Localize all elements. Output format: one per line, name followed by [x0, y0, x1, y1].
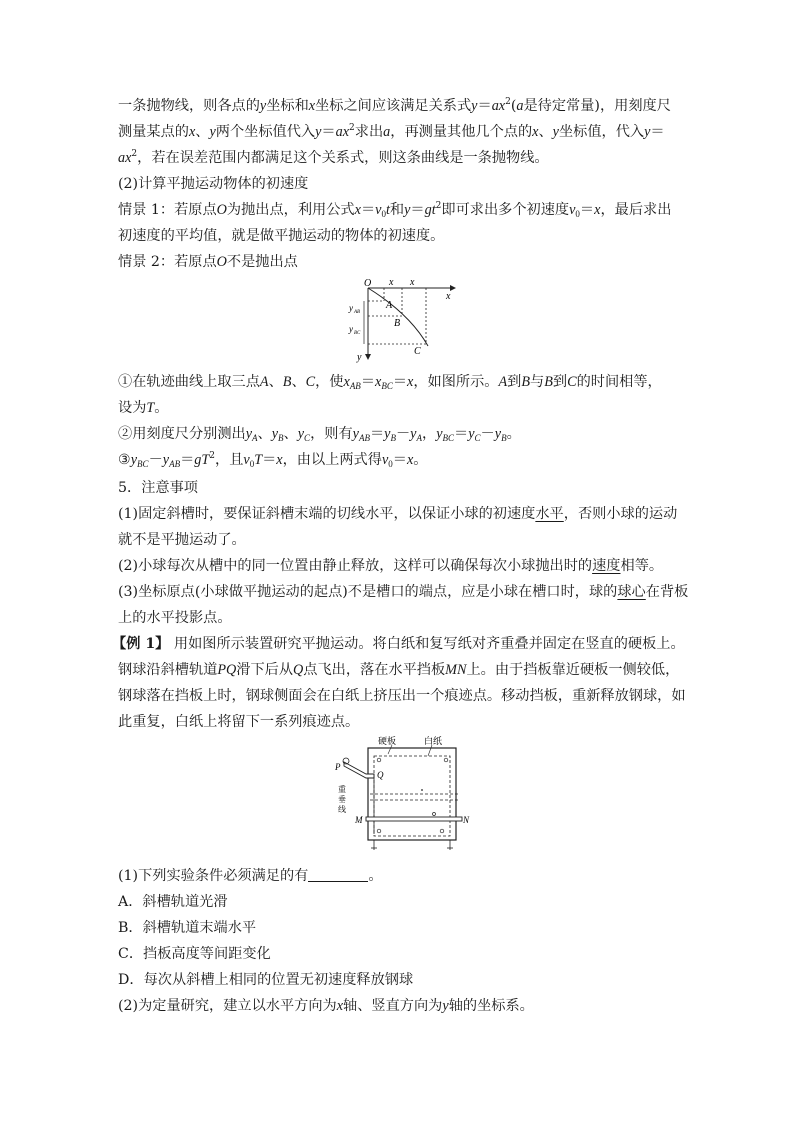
var: Q [293, 662, 304, 678]
var: ax [491, 98, 506, 114]
text: ＝ [579, 202, 595, 218]
text: ，若在误差范围内都满足这个关系式，则这条曲线是一条抛物线。 [137, 150, 549, 166]
text: 。 [154, 400, 169, 416]
m-label: M [355, 815, 363, 825]
text: ，由以上两式得 [282, 452, 382, 468]
subscript: AB [169, 459, 181, 469]
text: 。 [506, 426, 521, 442]
subscript: 0 [388, 459, 393, 469]
var: y [245, 426, 253, 442]
text: ， [421, 426, 437, 442]
paragraph-line: 此重复，白纸上将留下一系列痕迹点。 [118, 714, 360, 730]
var: C [305, 374, 316, 390]
text: (1)固定斜槽时，要保证斜槽末端的切线水平，以保证小球的初速度 [118, 506, 536, 522]
paragraph-line [118, 424, 521, 444]
var: y [297, 426, 305, 442]
y-axis-arrow [365, 354, 371, 360]
point-b-label: B [394, 318, 401, 329]
var: y [552, 124, 559, 140]
var: v [243, 452, 250, 468]
origin-label: O [364, 278, 372, 289]
paragraph-line: 初速度的平均值，就是做平抛运动的物体的初速度。 [118, 228, 445, 244]
text: 设为 [118, 400, 147, 416]
var: y [384, 426, 391, 442]
text: 坐标值，代入 [558, 124, 645, 140]
subscript: B [390, 433, 396, 443]
var: t [385, 202, 390, 218]
var: ax [335, 124, 350, 140]
var: A [259, 374, 269, 390]
var: x [336, 998, 344, 1014]
subscript: C [304, 433, 311, 443]
paragraph-line [118, 660, 679, 680]
var: C [567, 374, 577, 390]
example-tag: 【例 1】 [112, 636, 170, 652]
text: (3)坐标原点(小球做平抛运动的起点)不是槽口的端点，应是小球在槽口时，球的 [118, 584, 618, 600]
answer-blank[interactable] [308, 867, 368, 882]
text: ＝ [454, 426, 469, 442]
text: (1)下列实验条件必须满足的有 [118, 868, 309, 884]
underlined-keyword: 速度 [592, 558, 621, 574]
paragraph-line [118, 582, 688, 602]
plumb-label-2: 垂 [338, 795, 346, 804]
text: ，使 [315, 374, 344, 390]
option-a[interactable]: A．斜槽轨道光滑 [118, 894, 228, 910]
whitepaper-label: 白纸 [424, 736, 443, 746]
text: ，则有 [310, 426, 353, 442]
text: ＝ [650, 124, 665, 140]
text: 相等。 [620, 558, 664, 574]
y-axis-label: y [357, 352, 362, 363]
var: x [308, 98, 316, 114]
var: y [442, 998, 449, 1014]
var: PQ [217, 662, 237, 678]
text: ＝ [321, 124, 336, 140]
paragraph-line [118, 372, 662, 392]
text: 坐标和 [266, 98, 309, 114]
text: ＝ [410, 202, 425, 218]
text: 、 [538, 124, 553, 140]
var: y [209, 124, 216, 140]
n-label: N [463, 815, 470, 825]
paragraph-line [112, 634, 685, 654]
text: 求出 [354, 124, 384, 140]
yab-label: y [349, 303, 353, 313]
text: ＝ [360, 374, 376, 390]
text: ＝ [180, 452, 195, 468]
question-line [118, 996, 534, 1016]
text: 不是抛出点 [226, 254, 298, 270]
paragraph-line: 钢球落在挡板上时，钢球侧面会在白纸上挤压出一个痕迹点。移动挡板，重新释放钢球，如 [118, 688, 686, 704]
pin-top-right [444, 758, 448, 762]
text: 、 [268, 374, 283, 390]
text: 和 [389, 202, 405, 218]
plumb-label-3: 线 [338, 805, 346, 814]
section-heading: 5．注意事项 [118, 480, 198, 496]
var: T [146, 400, 155, 416]
paragraph-line [118, 504, 677, 524]
text: 钢球沿斜槽轨道 [118, 662, 218, 678]
var: x [532, 124, 539, 140]
subscript: C [474, 433, 481, 443]
subscript: BC [442, 433, 455, 443]
text: ①在轨迹曲线上取三点 [118, 374, 260, 390]
text: 是待定常量)，用刻度尺 [523, 98, 671, 114]
var: x [407, 374, 414, 390]
x1-label: x [389, 277, 394, 288]
chute-track [344, 762, 374, 778]
var: x [406, 452, 414, 468]
underlined-keyword: 水平 [535, 506, 564, 522]
pin-bottom-left [377, 829, 381, 833]
text: ＝ [369, 426, 385, 442]
text: － [480, 426, 495, 442]
var: O [216, 254, 227, 270]
text: ＝ [262, 452, 277, 468]
var: y [471, 98, 478, 114]
text: ＝ [477, 98, 492, 114]
whitepaper-leader [428, 745, 432, 756]
paragraph-line [118, 450, 427, 470]
q-label: Q [377, 770, 384, 780]
paragraph-line [118, 252, 298, 272]
text: ，最后求出 [600, 202, 672, 218]
subscript: AB [349, 381, 361, 391]
trajectory-diagram [340, 274, 460, 366]
var: a [383, 124, 391, 140]
text: (2)小球每次从槽中的同一位置由静止释放，这样可以确保每次小球抛出时的 [118, 558, 593, 574]
var: y [352, 426, 359, 442]
point-a-label: A [386, 300, 393, 311]
text: 、 [291, 374, 306, 390]
text: 轴、竖直方向为 [343, 998, 443, 1014]
paragraph-line [118, 96, 671, 116]
var: y [644, 124, 651, 140]
text: 情景 1：若原点 [118, 202, 217, 218]
text: 。 [368, 868, 383, 884]
text: 。 [413, 452, 428, 468]
var: y [130, 452, 138, 468]
var: x [375, 374, 382, 390]
plumb-label-1: 重 [338, 785, 346, 794]
option-b[interactable]: B．斜槽轨道末端水平 [118, 920, 257, 936]
var: gt [424, 202, 436, 218]
option-c[interactable]: C．挡板高度等间距变化 [118, 946, 271, 962]
white-paper [374, 756, 450, 836]
hardboard-leader [388, 745, 392, 754]
apparatus-diagram [330, 736, 470, 854]
text: 与 [530, 374, 545, 390]
subscript: 0 [575, 209, 580, 219]
text: 的时间相等， [576, 374, 662, 390]
text: ＝ [392, 452, 407, 468]
text: 到 [552, 374, 568, 390]
ybc-sub-label: BC [354, 331, 361, 336]
text: 坐标之间应该满足关系式 [315, 98, 472, 114]
var: y [410, 426, 417, 442]
text: 测量某点的 [118, 124, 189, 140]
subscript: 0 [249, 459, 255, 469]
var: y [315, 124, 322, 140]
paragraph-line [118, 148, 549, 168]
var: y [494, 426, 502, 442]
subscript: A [416, 433, 422, 443]
pin-mid [433, 813, 436, 816]
trace-dot [421, 789, 423, 791]
paragraph-line: 就不是平抛运动了。 [118, 532, 246, 548]
var: x [188, 124, 196, 140]
pin-top-left [377, 758, 381, 762]
text: 一条抛物线，则各点的 [118, 98, 260, 114]
text: ②用刻度尺分别测出 [118, 426, 246, 442]
text: － [395, 426, 411, 442]
paragraph-line [118, 122, 665, 142]
text: 用如图所示装置研究平抛运动。将白纸和复写纸对齐重叠并固定在竖直的硬板上。 [173, 636, 685, 652]
superscript: 2 [209, 451, 215, 461]
text: ③ [118, 452, 131, 468]
text: 滑下后从 [236, 662, 294, 678]
text: ( [510, 98, 517, 114]
p-label: P [335, 762, 341, 772]
var: y [162, 452, 170, 468]
text: ，如图所示。 [413, 374, 499, 390]
paragraph-line [118, 556, 663, 576]
subscript: B [501, 433, 507, 443]
option-d[interactable]: D．每次从斜槽上相同的位置无初速度释放钢球 [118, 972, 414, 988]
superscript: 2 [505, 97, 511, 107]
var: x [594, 202, 601, 218]
text: 到 [507, 374, 522, 390]
superscript: 2 [435, 201, 442, 211]
section-heading: (2)计算平抛运动物体的初速度 [118, 176, 309, 192]
superscript: 2 [349, 123, 355, 133]
var: B [544, 374, 553, 390]
text: ，否则小球的运动 [563, 506, 678, 522]
x-axis-label: x [446, 291, 451, 302]
text: 在背板 [645, 584, 689, 600]
subscript: 0 [381, 209, 386, 219]
point-c-label: C [414, 346, 421, 357]
text: ，且 [215, 452, 244, 468]
pin-bottom-right [440, 829, 444, 833]
var: T [254, 452, 263, 468]
yab-sub-label: AB [354, 310, 361, 315]
var: y [259, 98, 267, 114]
paragraph-line [118, 200, 671, 220]
text: 、 [195, 124, 210, 140]
var: O [216, 202, 227, 218]
var: v [375, 202, 382, 218]
subscript: A [252, 433, 258, 443]
text: 上。由于挡板靠近硬板一侧较低， [466, 662, 680, 678]
subscript: AB [358, 433, 370, 443]
var: ax [118, 150, 132, 166]
question-line [118, 866, 383, 886]
text: 点飞出，落在水平挡板 [303, 662, 446, 678]
var: B [282, 374, 292, 390]
hardboard-label: 硬板 [378, 736, 397, 746]
text: (2)为定量研究，建立以水平方向为 [118, 998, 337, 1014]
trajectory-curve [368, 288, 428, 346]
var: x [343, 374, 350, 390]
var: a [516, 98, 524, 114]
text: 两个坐标值代入 [215, 124, 316, 140]
var: y [468, 426, 475, 442]
x2-label: x [410, 277, 415, 288]
superscript: 2 [131, 149, 138, 159]
ybc-label: y [349, 324, 353, 334]
baffle-mn [366, 817, 462, 821]
text: － [148, 452, 163, 468]
text: ＝ [392, 374, 408, 390]
var: x [354, 202, 361, 218]
text: 、 [257, 426, 272, 442]
var: y [404, 202, 411, 218]
subscript: B [278, 433, 284, 443]
text: ，再测量其他几个点的 [390, 124, 533, 140]
text: ＝ [360, 202, 376, 218]
x-axis-arrow [450, 285, 456, 291]
paragraph-line [118, 398, 168, 418]
text: 轴的坐标系。 [448, 998, 534, 1014]
paragraph-line: 上的水平投影点。 [118, 610, 232, 626]
var: MN [445, 662, 467, 678]
subscript: BC [381, 381, 393, 391]
text: 即可求出多个初速度 [441, 202, 570, 218]
var: y [271, 426, 279, 442]
text: 、 [283, 426, 298, 442]
underlined-keyword: 球心 [617, 584, 646, 600]
var: gT [194, 452, 210, 468]
var: v [569, 202, 576, 218]
var: A [498, 374, 508, 390]
var: B [521, 374, 531, 390]
text: 为抛出点，利用公式 [226, 202, 355, 218]
text: 情景 2：若原点 [118, 254, 217, 270]
var: y [436, 426, 443, 442]
var: x [276, 452, 283, 468]
var: v [381, 452, 389, 468]
subscript: BC [137, 459, 149, 469]
